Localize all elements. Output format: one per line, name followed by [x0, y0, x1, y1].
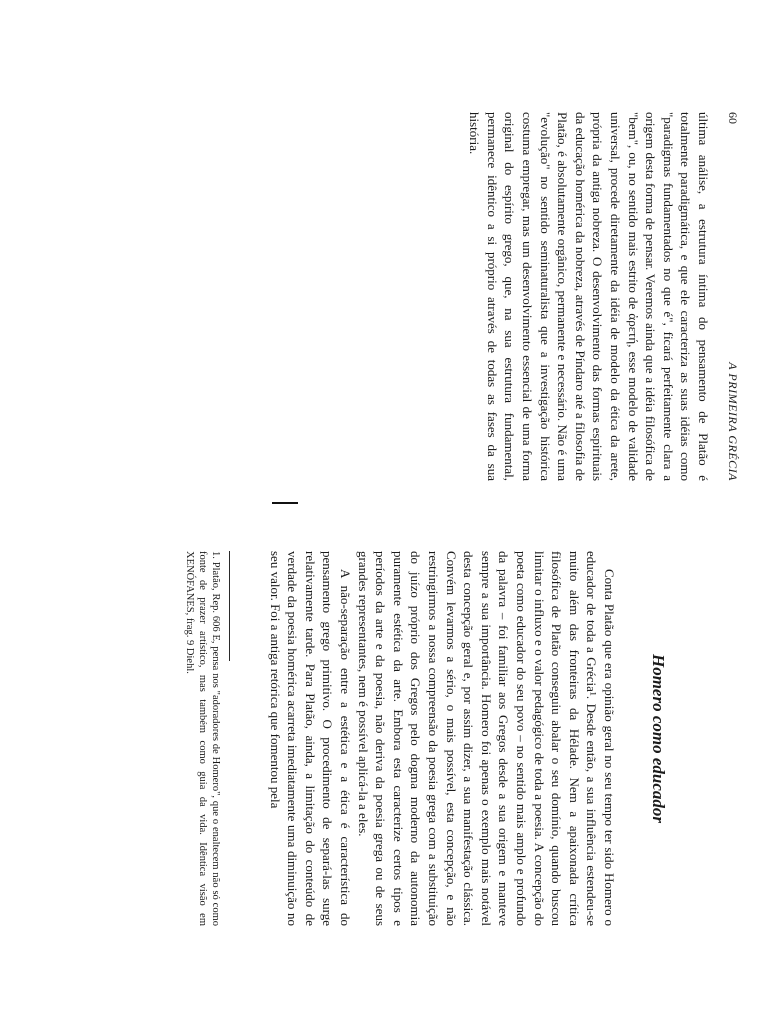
right-page [128, 551, 768, 926]
paragraph: Conta Platão que era opinião geral no seu tempo ter sido Homero o educador de toda a Grécia¹. Desde então, a sua influência estendeu-se muito além das fronteiras da Hélade. Nem a apaixonada crítica filosófica de Platão conseguiu abalar o seu domínio, quando buscou limitar o influxo e o valor pedagógico de toda a poesia. A concepção do poeta como educador do seu povo – no sentido mais amplo e profundo da palavra – foi familiar aos Gregos desde a sua origem e manteve sempre a sua importância. Homero foi apenas o exemplo mais notável desta concepção geral e, por assim dizer, a sua manifestação clássica. Convém levarmos a sério, o mais possível, esta concepção, e não restringirmos a nossa compreensão da poesia grega com a substituição do juízo próprio dos Gregos pelo dogma moderno da autonomia puramente estética da arte. Embora esta caracterize certos tipos e períodos da arte e da poesia, não deriva da poesia grega ou de seus grandes representantes, nem é possível aplicá-la a eles. [355, 551, 617, 926]
rotated-book-spread [128, 96, 768, 926]
right-body-text [266, 551, 618, 926]
paragraph: A não-separação entre a estética e a ética é característica do pensamento grego primitivo. O procedimento de separá-las surge relativamente tarde. Para Platão, ainda, a limitação do conteúdo de verdade da poesia homérica acarreta imediatamente uma diminuição no seu valor. Foi a antiga retórica que fomentou pela [267, 551, 354, 926]
running-head [720, 112, 740, 481]
section-heading: Homero como educador [649, 653, 668, 824]
footnote: 1. Platão, Rep. 606 E, pensa nos "adoradores de Homero", que o enaltecem não só como fonte de prazer artístico, mas também como guia da vida. Idêntica visão em XENÓFANES, frag. 9 Diehl. [184, 551, 221, 926]
page-number: 60 [726, 112, 740, 124]
footnote-rule [229, 551, 230, 661]
gutter-mark [272, 502, 298, 504]
paragraph: última análise, a estrutura íntima do pensamento de Platão é totalmente paradigmática, e que ele caracteriza as suas idéias como "paradigmas fundamentados no que é", ficará perfeitamente clara a origem desta forma de pensar. Veremos ainda que a idéia filosófica de "bem", ou, no sentido mais estrito de ἀρετή, esse modelo de validade universal, procede diretamente da idéia de modelo da ética da arete, própria da antiga nobreza. O desenvolvimento das formas espirituais da educação homérica da nobreza, através de Píndaro até a filosofia de Platão, é absolutamente orgânico, permanente e necessário. Não é uma "evolução" no sentido seminaturalista que a investigação histórica costuma empregar, mas um desenvolvimento essencial de uma forma original do espírito grego, que, na sua estrutura fundamental, permanece idêntico a si próprio através de todas as fases da sua história. [467, 112, 711, 481]
left-page [128, 96, 768, 481]
left-body-text [466, 112, 712, 481]
running-title: A PRIMEIRA GRÉCIA [726, 362, 740, 481]
